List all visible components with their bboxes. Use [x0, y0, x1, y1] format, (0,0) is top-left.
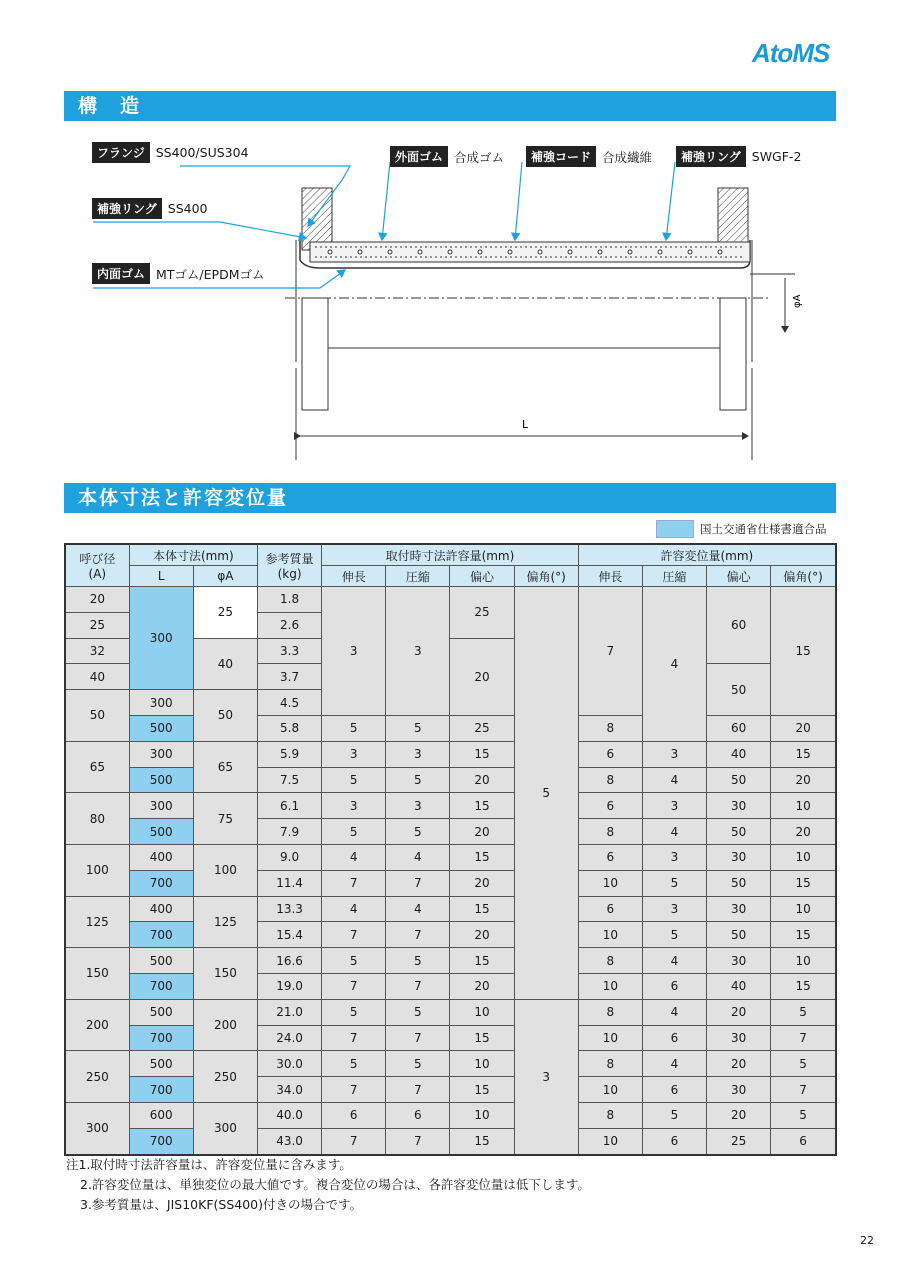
section-title-dimensions: 本体寸法と許容変位量: [64, 483, 836, 513]
brand-logo: AtoMS: [752, 38, 830, 68]
cell: 3: [322, 793, 386, 819]
cell: 100: [65, 844, 129, 896]
cell: 300: [129, 741, 193, 767]
cell: 700: [129, 1025, 193, 1051]
th-ang: 偏角(°): [514, 566, 578, 587]
cell: 5: [386, 999, 450, 1025]
cell: 5.8: [257, 715, 321, 741]
cell: 25: [450, 587, 514, 639]
cell: 25: [707, 1128, 771, 1154]
cell: 500: [129, 948, 193, 974]
cell: 5: [386, 819, 450, 845]
cell: 5: [386, 1051, 450, 1077]
cell: 5: [322, 1051, 386, 1077]
cell: 125: [65, 896, 129, 948]
cell: 80: [65, 793, 129, 845]
cell: 5: [771, 1102, 836, 1128]
cell: 30: [707, 1077, 771, 1103]
dim-L-label: L: [522, 418, 529, 431]
cell: 5: [642, 922, 706, 948]
cell: 15.4: [257, 922, 321, 948]
cell: 10: [450, 999, 514, 1025]
notes: [66, 1155, 590, 1215]
cell: 25: [65, 612, 129, 638]
cell: 5.9: [257, 741, 321, 767]
cell: 15: [771, 870, 836, 896]
cell: 700: [129, 1077, 193, 1103]
th-phiA: φA: [193, 566, 257, 587]
cell: 10: [578, 1025, 642, 1051]
cell: 6: [642, 973, 706, 999]
legend-text: 国土交通省仕様書適合品: [700, 522, 827, 536]
cell: 150: [193, 948, 257, 1000]
cell: 15: [450, 1128, 514, 1154]
cell: 4: [386, 896, 450, 922]
cell: 15: [771, 587, 836, 716]
cell: 60: [707, 587, 771, 664]
cell: 7: [386, 870, 450, 896]
cell: 30: [707, 896, 771, 922]
cell: 10: [771, 896, 836, 922]
cell: 20: [450, 638, 514, 715]
cell: 15: [771, 741, 836, 767]
cell: 300: [129, 587, 193, 690]
cell: 7.9: [257, 819, 321, 845]
cell: 75: [193, 793, 257, 845]
cell: 5: [514, 587, 578, 1000]
cell: 500: [129, 1051, 193, 1077]
cell: 5: [386, 948, 450, 974]
cell: 8: [578, 1102, 642, 1128]
cell: 6: [578, 896, 642, 922]
cell: 20: [65, 587, 129, 613]
th-nominal: 呼び径 (A): [65, 544, 129, 587]
label-inner-rubber: 内面ゴム MTゴム/EPDMゴム: [92, 263, 265, 284]
structure-diagram: [60, 130, 840, 480]
cell: 7: [386, 1025, 450, 1051]
cell: 50: [707, 664, 771, 716]
cell: 6: [642, 1077, 706, 1103]
cell: 6: [578, 793, 642, 819]
cell: 3: [642, 741, 706, 767]
cell: 7: [322, 1025, 386, 1051]
cell: 400: [129, 896, 193, 922]
cell: 10: [771, 844, 836, 870]
cell: 34.0: [257, 1077, 321, 1103]
cell: 20: [771, 715, 836, 741]
cell: 11.4: [257, 870, 321, 896]
cell: 4: [642, 587, 706, 742]
cell: 20: [771, 819, 836, 845]
cell: 300: [193, 1102, 257, 1154]
page-number: 22: [860, 1234, 874, 1247]
cell: 3: [642, 844, 706, 870]
cell: 25: [193, 587, 257, 639]
cell: 6: [771, 1128, 836, 1154]
cell: 10: [578, 1128, 642, 1154]
th-mass: 参考質量 (kg): [257, 544, 321, 587]
label-outer-rubber: 外面ゴム 合成ゴム: [390, 146, 504, 167]
cell: 60: [707, 715, 771, 741]
cell: 50: [707, 922, 771, 948]
cell: 5: [322, 819, 386, 845]
cell: 3: [386, 587, 450, 716]
cell: 40: [707, 973, 771, 999]
cell: 10: [450, 1102, 514, 1128]
cell: 20: [707, 999, 771, 1025]
cell: 65: [193, 741, 257, 793]
cell: 7: [386, 1128, 450, 1154]
cell: 30: [707, 793, 771, 819]
cell: 4: [642, 948, 706, 974]
cell: 10: [578, 922, 642, 948]
cell: 7: [386, 973, 450, 999]
cell: 16.6: [257, 948, 321, 974]
cell: 5: [322, 767, 386, 793]
cell: 3: [514, 999, 578, 1154]
dim-phiA-label: φA: [792, 294, 803, 308]
th-ext: 伸長: [322, 566, 386, 587]
cell: 15: [450, 741, 514, 767]
cell: 10: [771, 948, 836, 974]
cell: 5: [771, 1051, 836, 1077]
cell: 15: [450, 1077, 514, 1103]
note-3: 3.参考質量は、JIS10KF(SS400)付きの場合です。: [80, 1197, 363, 1212]
th-ext: 伸長: [578, 566, 642, 587]
cell: 10: [578, 1077, 642, 1103]
th-ecc: 偏心: [450, 566, 514, 587]
cell: 125: [193, 896, 257, 948]
cell: 3.7: [257, 664, 321, 690]
cell: 6: [386, 1102, 450, 1128]
cell: 40.0: [257, 1102, 321, 1128]
label-ring-swgf: 補強リング SWGF-2: [676, 146, 801, 167]
cell: 100: [193, 844, 257, 896]
cell: 20: [450, 973, 514, 999]
th-install: 取付時寸法許容量(mm): [322, 544, 579, 566]
cell: 30: [707, 948, 771, 974]
th-ang: 偏角(°): [771, 566, 836, 587]
cell: 8: [578, 999, 642, 1025]
cell: 6: [322, 1102, 386, 1128]
cell: 50: [193, 690, 257, 742]
cell: 4.5: [257, 690, 321, 716]
cell: 13.3: [257, 896, 321, 922]
cell: 20: [450, 922, 514, 948]
cell: 250: [65, 1051, 129, 1103]
cell: 7.5: [257, 767, 321, 793]
cell: 30: [707, 1025, 771, 1051]
cell: 20: [707, 1102, 771, 1128]
cell: 5: [642, 870, 706, 896]
cell: 4: [642, 999, 706, 1025]
cell: 5: [642, 1102, 706, 1128]
section-title-structure: 構 造: [64, 91, 836, 121]
cell: 6.1: [257, 793, 321, 819]
cell: 700: [129, 1128, 193, 1154]
cell: 32: [65, 638, 129, 664]
cell: 10: [578, 973, 642, 999]
cell: 2.6: [257, 612, 321, 638]
cell: 150: [65, 948, 129, 1000]
cell: 19.0: [257, 973, 321, 999]
cell: 200: [65, 999, 129, 1051]
cell: 8: [578, 1051, 642, 1077]
cell: 200: [193, 999, 257, 1051]
cell: 3: [642, 896, 706, 922]
cell: 300: [129, 690, 193, 716]
th-allow: 許容変位量(mm): [578, 544, 836, 566]
cell: 8: [578, 948, 642, 974]
cell: 30.0: [257, 1051, 321, 1077]
label-reinforce-cord: 補強コード 合成繊維: [526, 146, 652, 167]
cell: 5: [322, 948, 386, 974]
th-comp: 圧縮: [642, 566, 706, 587]
cell: 43.0: [257, 1128, 321, 1154]
cell: 65: [65, 741, 129, 793]
legend-swatch: [656, 520, 694, 538]
cell: 300: [65, 1102, 129, 1154]
cell: 500: [129, 767, 193, 793]
cell: 50: [707, 819, 771, 845]
cell: 5: [386, 715, 450, 741]
cell: 4: [642, 819, 706, 845]
cell: 3: [322, 587, 386, 716]
cell: 3: [386, 793, 450, 819]
cell: 40: [193, 638, 257, 690]
cell: 25: [450, 715, 514, 741]
cell: 6: [578, 844, 642, 870]
cell: 7: [322, 973, 386, 999]
cell: 8: [578, 819, 642, 845]
th-L: L: [129, 566, 193, 587]
cell: 700: [129, 973, 193, 999]
cell: 700: [129, 870, 193, 896]
cell: 8: [578, 715, 642, 741]
cell: 15: [450, 793, 514, 819]
cell: 20: [707, 1051, 771, 1077]
cell: 3: [642, 793, 706, 819]
cell: 15: [771, 973, 836, 999]
cell: 15: [450, 896, 514, 922]
cell: 20: [771, 767, 836, 793]
cell: 4: [642, 1051, 706, 1077]
cell: 500: [129, 999, 193, 1025]
cell: 4: [386, 844, 450, 870]
cell: 50: [65, 690, 129, 742]
joint-drawing: [60, 130, 840, 480]
cell: 3.3: [257, 638, 321, 664]
cell: 6: [642, 1025, 706, 1051]
cell: 24.0: [257, 1025, 321, 1051]
cell: 7: [322, 1077, 386, 1103]
cell: 1.8: [257, 587, 321, 613]
legend: [656, 520, 827, 538]
cell: 7: [386, 922, 450, 948]
cell: 7: [322, 870, 386, 896]
th-body: 本体寸法(mm): [129, 544, 257, 566]
cell: 400: [129, 844, 193, 870]
cell: 20: [450, 870, 514, 896]
cell: 600: [129, 1102, 193, 1128]
cell: 50: [707, 870, 771, 896]
cell: 7: [771, 1025, 836, 1051]
cell: 9.0: [257, 844, 321, 870]
cell: 15: [450, 948, 514, 974]
cell: 4: [322, 896, 386, 922]
cell: 10: [450, 1051, 514, 1077]
cell: 15: [771, 922, 836, 948]
cell: 40: [65, 664, 129, 690]
cell: 500: [129, 819, 193, 845]
th-ecc: 偏心: [707, 566, 771, 587]
cell: 700: [129, 922, 193, 948]
cell: 5: [322, 715, 386, 741]
cell: 6: [642, 1128, 706, 1154]
note-1: 注1.取付時寸法許容量は、許容変位量に含みます。: [66, 1157, 352, 1172]
spec-table: [64, 543, 837, 1156]
cell: 10: [771, 793, 836, 819]
cell: 7: [771, 1077, 836, 1103]
cell: 4: [322, 844, 386, 870]
cell: 250: [193, 1051, 257, 1103]
cell: 7: [322, 922, 386, 948]
cell: 8: [578, 767, 642, 793]
cell: 40: [707, 741, 771, 767]
cell: 5: [386, 767, 450, 793]
cell: 15: [450, 1025, 514, 1051]
note-2: 2.許容変位量は、単独変位の最大値です。複合変位の場合は、各許容変位量は低下します。: [80, 1177, 590, 1192]
cell: 10: [578, 870, 642, 896]
cell: 300: [129, 793, 193, 819]
cell: 3: [386, 741, 450, 767]
label-ring-ss400: 補強リング SS400: [92, 198, 208, 219]
cell: 50: [707, 767, 771, 793]
cell: 20: [450, 767, 514, 793]
label-flange: フランジ SS400/SUS304: [92, 142, 249, 163]
cell: 7: [578, 587, 642, 716]
cell: 6: [578, 741, 642, 767]
cell: 21.0: [257, 999, 321, 1025]
cell: 20: [450, 819, 514, 845]
th-comp: 圧縮: [386, 566, 450, 587]
cell: 5: [771, 999, 836, 1025]
cell: 7: [322, 1128, 386, 1154]
cell: 500: [129, 715, 193, 741]
cell: 5: [322, 999, 386, 1025]
cell: 7: [386, 1077, 450, 1103]
cell: 4: [642, 767, 706, 793]
cell: 3: [322, 741, 386, 767]
cell: 15: [450, 844, 514, 870]
cell: 30: [707, 844, 771, 870]
